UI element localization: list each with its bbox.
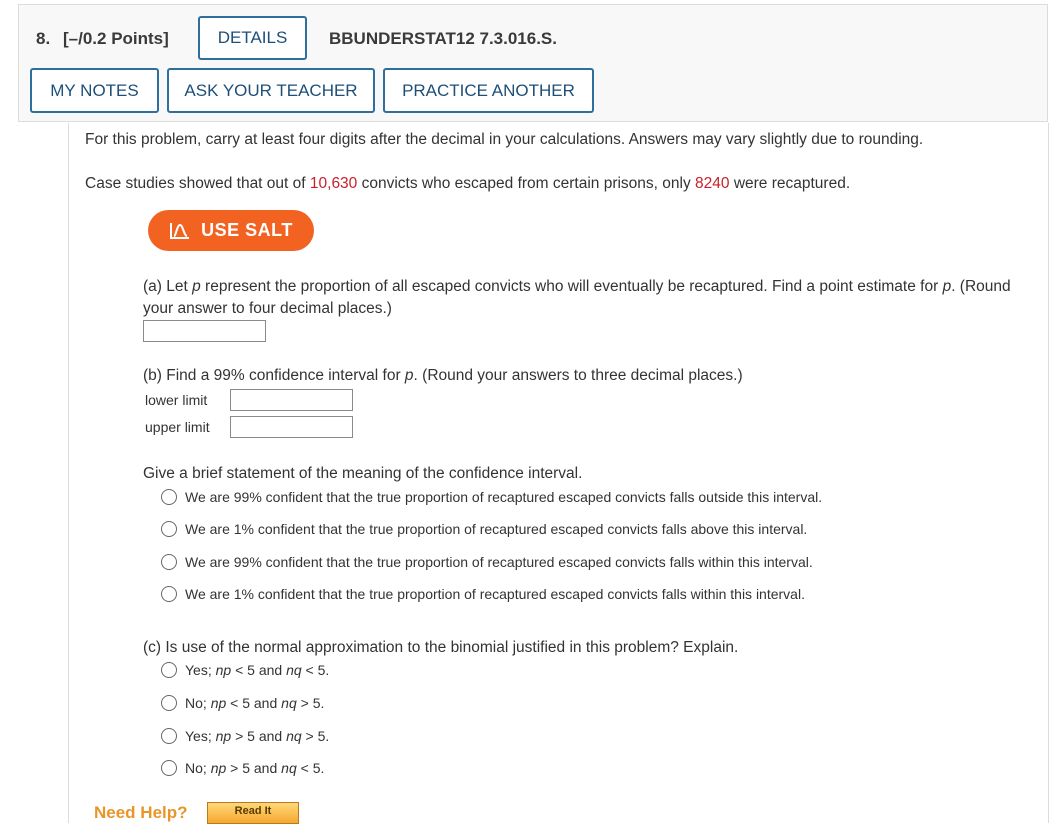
normal-approx-option-3[interactable]: Yes; np > 5 and nq > 5.	[161, 725, 329, 747]
upper-limit-input[interactable]	[230, 416, 353, 438]
normal-approx-option-2[interactable]: No; np < 5 and nq > 5.	[161, 692, 324, 714]
use-salt-button[interactable]	[148, 210, 314, 251]
practice-another-button[interactable]: PRACTICE ANOTHER	[383, 68, 594, 113]
normal-approx-option-4[interactable]: No; np > 5 and nq < 5.	[161, 757, 324, 779]
use-salt-label: USE SALT	[201, 220, 293, 240]
question-number: 8.	[36, 29, 51, 48]
radio-button[interactable]	[161, 662, 177, 678]
escaped-count: 10,630	[309, 175, 358, 192]
point-estimate-input[interactable]	[143, 320, 266, 342]
salt-chart-icon	[169, 222, 191, 240]
normal-approx-option-1[interactable]: Yes; np < 5 and nq < 5.	[161, 659, 329, 681]
recaptured-count: 8240	[695, 175, 730, 192]
points-label: [–/0.2 Points]	[63, 29, 169, 48]
radio-button[interactable]	[161, 760, 177, 776]
radio-button[interactable]	[161, 554, 177, 570]
lower-limit-label: lower limit	[145, 392, 208, 408]
problem-code: BBUNDERSTAT12 7.3.016.S.	[329, 29, 557, 48]
meaning-prompt: Give a brief statement of the meaning of the confidence interval.	[143, 465, 583, 482]
part-b-prompt: (b) Find a 99% confidence interval for p. (Round your answers to three decimal places.)	[143, 367, 743, 384]
radio-button[interactable]	[161, 521, 177, 537]
part-a-line1: (a) Let p represent the proportion of all escaped convicts who will eventually be recaptured. Find a point estimate for p. (Round	[143, 278, 1011, 295]
need-help-label: Need Help?	[94, 803, 188, 822]
meaning-option-1[interactable]: We are 99% confident that the true proportion of recaptured escaped convicts falls outside this interval.	[161, 486, 822, 508]
intro-text: For this problem, carry at least four digits after the decimal in your calculations. Answers may vary slightly due to rounding.	[85, 131, 924, 148]
meaning-option-3[interactable]: We are 99% confident that the true proportion of recaptured escaped convicts falls within this interval.	[161, 551, 813, 573]
case-text: Case studies showed that out of 10,630 convicts who escaped from certain prisons, only 8240 were recaptured.	[85, 175, 851, 192]
meaning-option-4[interactable]: We are 1% confident that the true proportion of recaptured escaped convicts falls within this interval.	[161, 583, 805, 605]
question-header	[18, 4, 1048, 122]
radio-button[interactable]	[161, 489, 177, 505]
meaning-option-2[interactable]: We are 1% confident that the true proportion of recaptured escaped convicts falls above this interval.	[161, 518, 807, 540]
read-it-button[interactable]: Read It	[207, 802, 299, 824]
part-a-line2: your answer to four decimal places.)	[143, 300, 392, 317]
radio-button[interactable]	[161, 695, 177, 711]
ask-teacher-button[interactable]: ASK YOUR TEACHER	[167, 68, 375, 113]
my-notes-button[interactable]: MY NOTES	[30, 68, 159, 113]
upper-limit-label: upper limit	[145, 419, 210, 435]
radio-button[interactable]	[161, 728, 177, 744]
lower-limit-input[interactable]	[230, 389, 353, 411]
radio-button[interactable]	[161, 586, 177, 602]
details-button[interactable]: DETAILS	[198, 16, 307, 60]
question-body	[68, 123, 1049, 823]
part-c-prompt: (c) Is use of the normal approximation to the binomial justified in this problem? Explain.	[143, 639, 739, 656]
